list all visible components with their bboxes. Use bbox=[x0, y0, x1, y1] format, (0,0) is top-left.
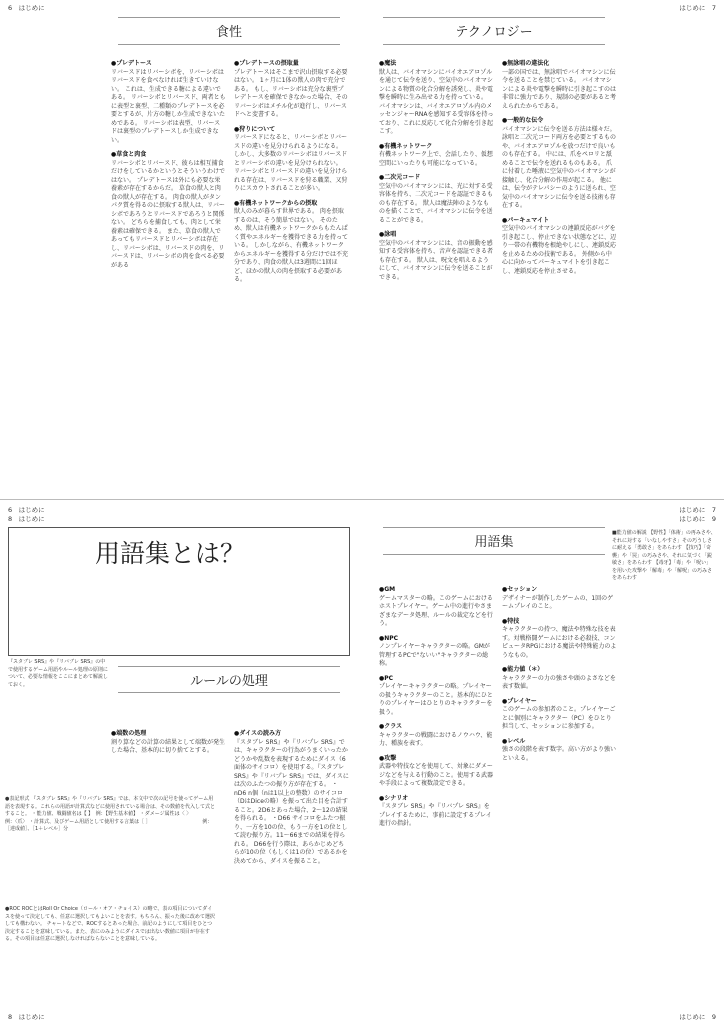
food-column-1 bbox=[111, 60, 226, 276]
entry-body: リバーシボとリバースド、彼らは相互捕食だけをしているかというとそういうわけではない。 プレデトースは外にも必要な栄養素が存在するからだ。 草食の獣人と肉食の獣人が存在する。 肉食の獣人がタンパク質を得るのに摂取する獣人は、リバーシボであろうとリバースドであろうと関係ない。 どちらを捕食しても、肉として栄養素は確保できる。 また、草食の獣人であってもリバースドとリバーシボは存在し、リバーシボは、リバースドの肉を、リバースドは、リバーシボの肉を食べる必要がある bbox=[111, 159, 226, 269]
page-number-left: 6 はじめに bbox=[8, 506, 45, 514]
entry-heading: ●レベル bbox=[502, 737, 526, 745]
glossary-intro-title: 用語集とは？ bbox=[95, 539, 246, 568]
rule-title-bottom bbox=[118, 692, 340, 693]
entry-block bbox=[111, 60, 226, 145]
page-number-right: はじめに 9 bbox=[679, 1013, 716, 1021]
glossary-column-2 bbox=[502, 586, 617, 769]
entry-block bbox=[111, 730, 226, 756]
rules-column-2 bbox=[234, 730, 349, 872]
entry-body: キャラクターの力の強さや頭のよさなどを表す数値。 bbox=[502, 674, 616, 690]
section-title-food: 食性 bbox=[215, 25, 242, 40]
page-number-right: はじめに 7 bbox=[679, 4, 716, 12]
food-column-2 bbox=[234, 60, 349, 291]
entry-body: 割り算などの計算の結果として端数が発生した場合、基本的に切り捨てとする。 bbox=[111, 738, 226, 754]
entry-body: リバースドになると、リバーシボとリバースドの違いを見分けられるようになる。 しかし、大多数のリバーシボはリバースドとリバーシボの違いを見分けられない。 リバーシボとリバースドの違いを見分けられる存在は、リバースドを狩る職業、又狩りにスカウトされることが多い。 bbox=[234, 134, 348, 192]
entry-body: 『スタブレ SRS』や『リバプレ SRS』では、キャラクターの行為がうまくいったかどうかや乱数を表現するためにダイス（6面体のサイコロ）を使用する。『スタブレ SRS』や『リバプレ SRS』では、ダイスには次のふたつの振り方が存在する。 ・nD6 n個（nは1以上の整数）のサイコロ（DはDiceの略）を振って出た目を合計すること。2D6とあった場合、2～12の結果を得られる。 ・D66 サイコロをふたつ振り、一方を10の位、もう一方を1の位として読む振り方。11～66までの結果を得られる。 D66を行う際は、あらかじめどちらが10の位（もしくは1の位）であるかを決めてから、ダイスを振ること。 bbox=[234, 738, 349, 865]
rules-column-1 bbox=[111, 730, 226, 762]
entry-heading: ●GM bbox=[379, 586, 396, 593]
entry-body: プレイヤーキャラクターの略。プレイヤーの扱うキャラクターのこと。基本的にひとりのプレイヤーはひとりのキャラクターを扱う。 bbox=[379, 683, 493, 716]
entry-body: 有機ネットワーク上で、会話したり、仮想空間にいったりも可能になっている。 bbox=[379, 151, 493, 167]
entry-heading: ●プレデトースの摂取量 bbox=[234, 60, 299, 67]
page-number-left: 6 はじめに bbox=[8, 4, 45, 12]
entry-block bbox=[502, 586, 617, 612]
title-rule-top-left bbox=[118, 17, 340, 18]
entry-body: プレデトースはそこまで沢山摂取する必要はない。 1ヶ月に1体の獣人の肉で充分である。 もし、リバーシボは充分な裏型プレデトースを確保できなかった場合、そのリバーシボはメチル化が進行し、リバースドへと変書する。 bbox=[234, 68, 348, 118]
title-rule-bottom-left bbox=[118, 44, 340, 45]
section-title-technology: テクノロジー bbox=[455, 25, 533, 40]
entry-body: 空気中のバイオマシンの連鎖反応がバグを引き起こし、停止できない状態などに、辺り一帯の有機物を根絶やしにし、連鎖反応を止めるための技術である。 外側から中心に向かってパーキュマイトを引き起こし、連鎖反応を停止させる。 bbox=[502, 225, 617, 275]
entry-heading: ●攻撃 bbox=[379, 754, 397, 762]
entry-body: 獣人は、バイオマシンにバイオエアロゾルを通じて伝令を送り、空気中のバイオマシンによる物質の化合分解を誘発し、炎や電撃を瞬時に生み出せる力を持っている。 バイオマシンは、バイオエアロゾル内のメッセンジャーRNAを感知する受容体を持っており、これに反応して化合分解を引き起こす。 bbox=[379, 68, 494, 135]
entry-heading: ●能力値（＊） bbox=[502, 666, 544, 673]
entry-heading: ●パーキュマイト bbox=[502, 216, 550, 224]
section-title-glossary: 用語集 bbox=[474, 535, 514, 550]
entry-body: 空気中のバイオマシンには、音の振動を感知する受容体を持ち、音声を認証できる者も存在する。 獣人は、呪文を唱えるようにして、バイオマシンに伝令を送ることができる。 bbox=[379, 239, 494, 281]
entry-heading: ●草食と肉食 bbox=[111, 151, 147, 158]
entry-heading: ●プレデトース bbox=[111, 60, 152, 67]
spread-divider bbox=[0, 499, 724, 500]
rule-title-top bbox=[118, 666, 340, 667]
entry-heading: ●プレイヤー bbox=[502, 697, 537, 705]
title-rule-bottom-right bbox=[383, 44, 605, 45]
entry-block bbox=[502, 618, 617, 661]
notation-note: ●表記形式 『スタブレ SRS』や『リバブレ SRS』では、本文中で次の記号を使ってゲーム用語を表現する。これらの用語が計算式などに使用されている場合は、その数値を代入して式とすること。 ・能力値、戦闘値名は【 】 例：【野生基本値】 ・ダメージ属性は〈 〉 例：〈爪〉 ・計算式、及びゲーム用語として使用する言葉は［ ］ 例：［達成値］、［1＋レベル］分 bbox=[5, 796, 216, 832]
entry-body: ノンプレイヤーキャラクターの略。GMが管理するPCで"ないい"キャラクターの総称。 bbox=[379, 643, 490, 667]
entry-body: 武器や特技などを使用して、対象にダメージなどを与える行動のこと。使用する武器や手段によって複数設定できる。 bbox=[379, 763, 494, 787]
entry-body: キャラクターの持つ、魔法や特殊な技を表す。対戦格闘ゲームにおける必殺技、コンピュータRPGにおける魔法や特殊能力のようなもの。 bbox=[502, 626, 617, 659]
entry-block bbox=[234, 200, 349, 285]
entry-block bbox=[502, 60, 617, 111]
entry-heading: ●一般的な伝令 bbox=[502, 117, 544, 124]
entry-body: 獣人のみが暮らす世界である。 肉を摂取するのは、そう簡単ではない。 そのため、獣人は有機ネットワークからもたんぱく質やエネルギーを獲得できる力を持っている。 しかしながら、有機ネットワークからエネルギーを獲得する分だけでは不充分であり、肉食の獣人は3週間に1回ほど、ほかの獣人の肉を摂取する必要がある。 bbox=[234, 208, 349, 283]
entry-body: 強さの段階を表す数字。高い方がより強いといえる。 bbox=[502, 746, 617, 762]
entry-body: ゲームマスターの略。このゲームにおけるホストプレイヤー。ゲーム中の進行やさまざまなデータ処理、ルールの裁定などを行う。 bbox=[379, 594, 493, 627]
entry-heading: ●端数の処理 bbox=[111, 730, 147, 737]
entry-heading: ●NPC bbox=[379, 634, 399, 642]
entry-heading: ●詠唱 bbox=[379, 231, 397, 238]
entry-block bbox=[502, 698, 617, 732]
entry-heading: ●セッション bbox=[502, 586, 538, 593]
entry-block bbox=[379, 675, 494, 718]
entry-heading: ●有機ネットワークからの摂取 bbox=[234, 199, 318, 207]
ability-note: ■能力値の解説 【野性】「体術」の再みさや、それに対する「いなしやすさ」その巧うしさに耐える「勇敢さ」をあらわす 【技巧】「奇襲」や「罠」の巧みさや、それに気づく「鋭敏さ」をあらわす 【毒牙】「毒」や「呪い」を用いた攻撃や「解毒」や「解呪」の巧みさをあらわす bbox=[612, 530, 716, 581]
entry-block bbox=[502, 666, 617, 692]
entry-block bbox=[502, 117, 617, 211]
tech-column-2 bbox=[502, 60, 617, 282]
entry-heading: ●ダイスの読み方 bbox=[234, 730, 282, 737]
entry-block bbox=[379, 723, 494, 749]
entry-heading: ●PC bbox=[379, 674, 394, 682]
entry-heading: ●シナリオ bbox=[379, 794, 409, 802]
entry-body: キャラクターの戦闘におけるノウハウ、能力、種族を表す。 bbox=[379, 731, 493, 747]
section-title-rules: ルールの処理 bbox=[190, 674, 268, 689]
page-number-right: はじめに 7 bbox=[679, 506, 716, 514]
entry-block bbox=[234, 126, 349, 194]
entry-block bbox=[379, 755, 494, 789]
entry-heading: ●二次元コード bbox=[379, 174, 421, 181]
entry-block bbox=[379, 174, 494, 225]
entry-body: 一部の国では、無詠唱でバイオマシンに伝令を送ることを禁じている。 バイオマシンによる炎や電撃を瞬時に引き起こすのは非常に強力であり、規制の必要があると考えられたからである。 bbox=[502, 68, 617, 110]
entry-body: 『スタブレ SRS』や『リバプレ SRS』をプレイするために、事前に設定するプレイ進行の指針。 bbox=[379, 803, 492, 827]
page-number-left: 8 はじめに bbox=[8, 1013, 45, 1021]
entry-block bbox=[379, 143, 494, 169]
entry-heading: ●無詠唱の違法化 bbox=[502, 60, 550, 67]
entry-heading: ●魔法 bbox=[379, 60, 397, 67]
glossary-title-top bbox=[383, 527, 605, 528]
entry-block bbox=[379, 231, 494, 282]
entry-block bbox=[234, 60, 349, 120]
entry-heading: ●狩りについて bbox=[234, 125, 276, 133]
entry-block bbox=[379, 60, 494, 137]
entry-block bbox=[111, 151, 226, 270]
entry-block bbox=[234, 730, 349, 866]
intro-note: 『スタブレ SRS』や『リバブレ SRS』の中で使用するゲーム用語やルール処理の原則について、必要な情報をここにまとめて解説しておく。 bbox=[8, 659, 108, 688]
entry-body: このゲームの参加者のこと。プレイヤーごとに個別にキャラクター（PC）をひとり担当して、セッションに参加する。 bbox=[502, 706, 616, 730]
entry-block bbox=[502, 738, 617, 764]
entry-block bbox=[379, 635, 494, 669]
entry-block bbox=[502, 217, 617, 277]
entry-body: デザイナーが制作したゲームの、1回のゲームプレイのこと。 bbox=[502, 594, 614, 610]
entry-heading: ●有機ネットワーク bbox=[379, 142, 433, 150]
title-rule-top-right bbox=[383, 17, 605, 18]
page-number-left: 8 はじめに bbox=[8, 515, 45, 523]
roc-note: ●ROC ROCとはRoll Or Choice（ロール・オア・チョイス）の略で、表の項目についてダイスを使って決定しても、任意に選択してもよいことを表す。もちろん、振った後に改めて選択しても構わない。 チャートなどで、ROCするとあった場合、前記のようにして項目をひとつ決定することを意味している。また、表にのみようにダイスでは出ない数値に項目が存在する。その項目は任意に選択しなければならないことを意味している。 bbox=[5, 906, 215, 942]
glossary-title-bottom bbox=[383, 554, 605, 555]
entry-heading: ●クラス bbox=[379, 723, 403, 730]
entry-body: リバースドはリバーシボを、リバーシボはリバースドを食べなければ生きていけない。 これは、生成できる糖による違いである。 リバーシボとリバースド、両者ともに表型と裏型、二種類のプレデトースを必要とするが、片方の糖しか生成できないためである。 リバーシボは表型、リバースドは裏型のプレデトースしか生成できない。 bbox=[111, 68, 226, 144]
entry-block bbox=[379, 586, 494, 629]
entry-heading: ●特技 bbox=[502, 617, 520, 625]
entry-body: バイオマシンに伝令を送る方法は様々だ。 詠唱と二次元コード両方を必要とするものや、バイオエアロゾルを放つだけで良いものも存在する。 中には、爪をペロリと舐めることで伝令を送れるものもある。 爪に付着した唾液に空気中のバイオマシンが接触し、化合分解の作用が起こる。 他には、伝令がテレパシーのように送られ、空気中のバイオマシンに伝令を送る技術も存在する。 bbox=[502, 125, 617, 209]
page-number-right: はじめに 9 bbox=[679, 515, 716, 523]
entry-block bbox=[379, 795, 494, 829]
entry-body: 空気中のバイオマシンには、光に対する受容体を持ち、二次元コードを認証できるものも存在する。 獣人は魔法陣のようなものを描くことで、バイオマシンに伝令を送ることができる。 bbox=[379, 182, 494, 224]
tech-column-1 bbox=[379, 60, 494, 288]
glossary-column-1 bbox=[379, 586, 494, 835]
